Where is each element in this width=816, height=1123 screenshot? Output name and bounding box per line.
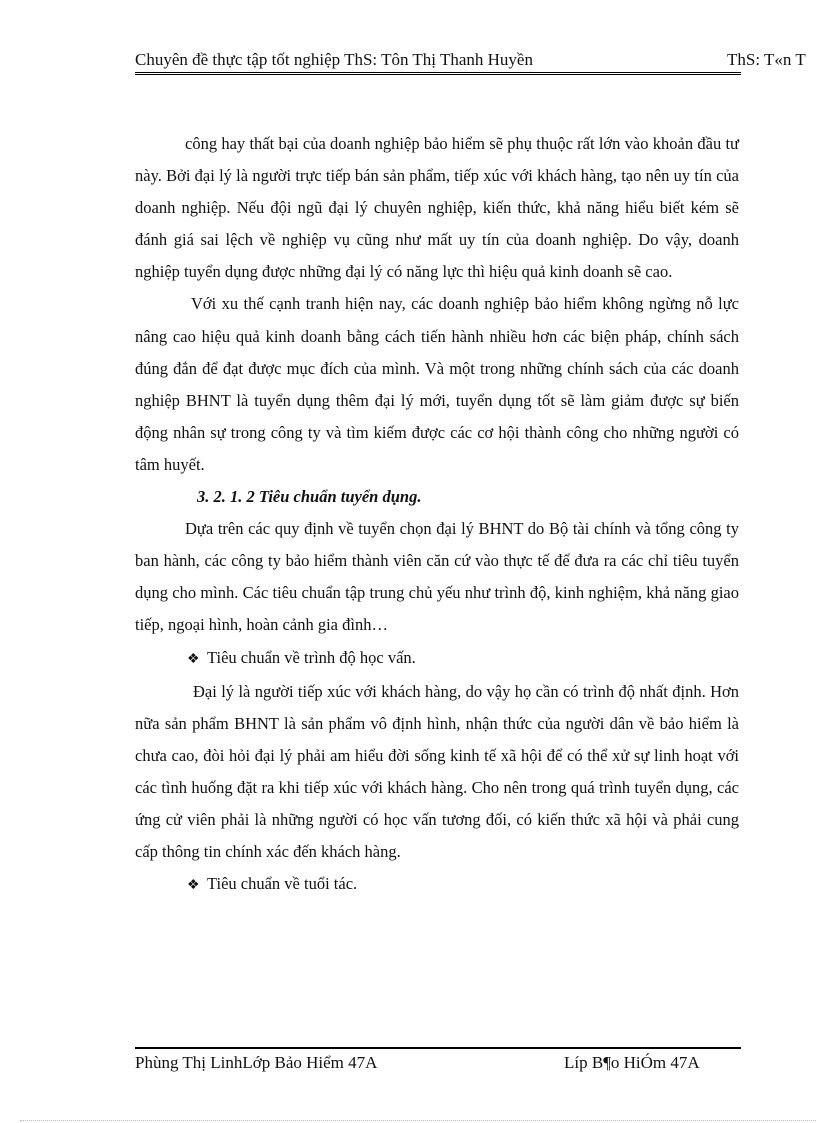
diamond-bullet-icon: ❖ — [187, 878, 200, 894]
header-left-text: Chuyên đề thực tập tốt nghiệp ThS: Tôn Thị Thanh Huyền — [135, 50, 533, 69]
footer-right-text: Líp B¶o HiÓm 47A — [564, 1053, 700, 1072]
document-body — [135, 128, 739, 902]
section-heading: 3. 2. 1. 2 Tiêu chuẩn tuyển dụng. — [197, 487, 422, 507]
footer-left-text: Phùng Thị LinhLớp Bảo Hiểm 47A — [135, 1053, 378, 1072]
paragraph-4: Đại lý là người tiếp xúc với khách hàng, do vậy họ cần có trình độ nhất định. Hơn nữa sản phẩm BHNT là sản phẩm vô định hình, nhận thức của người dân về bảo hiểm là chưa cao, đòi hỏi đại lý phải am hiểu đời sống kinh tế xã hội để có thể xử sự linh hoạt với các tình huống đặt ra khi tiếp xúc với khách hàng. Cho nên trong quá trình tuyển dụng, các ứng cử viên phải là những người có học vấn tương đối, có kiến thức xã hội và phải cung cấp thông tin chính xác đến khách hàng. — [135, 681, 739, 862]
footer-divider — [135, 1047, 741, 1049]
bullet-item-education — [135, 642, 739, 676]
header-divider — [135, 72, 741, 75]
paragraph-3: Dựa trên các quy định về tuyển chọn đại lý BHNT do Bộ tài chính và tổng công ty ban hành, các công ty bảo hiểm thành viên căn cứ vào thực tế để đưa ra các chỉ tiêu tuyển dụng cho mình. Các tiêu chuẩn tập trung chủ yếu như trình độ, kinh nghiệm, khả năng giao tiếp, ngoại hình, hoàn cảnh gia đình… — [135, 519, 739, 635]
bullet-education-text: Tiêu chuẩn về trình độ học vấn. — [207, 647, 416, 667]
bullet-item-age — [135, 868, 739, 902]
header-right-text: ThS: T«n T — [727, 50, 806, 69]
paragraph-1: công hay thất bại của doanh nghiệp bảo hiểm sẽ phụ thuộc rất lớn vào khoản đầu tư này. Bởi đại lý là người trực tiếp bán sản phẩm, tiếp xúc với khách hàng, tạo nên uy tín của doanh nghiệp. Nếu đội ngũ đại lý chuyên nghiệp, kiến thức, khả năng hiểu biết kém sẽ đánh giá sai lệch về nghiệp vụ cũng như mất uy tín của doanh nghiệp. Do vậy, doanh nghiệp tuyển dụng được những đại lý có năng lực thì hiệu quả kinh doanh sẽ cao. — [135, 134, 739, 282]
page-bottom-edge — [20, 1120, 816, 1121]
diamond-bullet-icon: ❖ — [187, 651, 200, 667]
bullet-age-text: Tiêu chuẩn về tuổi tác. — [207, 874, 358, 894]
page-header — [135, 48, 816, 74]
paragraph-2: Với xu thế cạnh tranh hiện nay, các doanh nghiệp bảo hiểm không ngừng nỗ lực nâng cao hiệu quả kinh doanh bằng cách tiến hành nhiều hơn các biện pháp, chính sách đúng đắn để đạt được mục đích của mình. Và một trong những chính sách của các doanh nghiệp BHNT là tuyển dụng thêm đại lý mới, tuyển dụng tốt sẽ làm giảm được sự biến động nhân sự trong công ty và tìm kiếm được các cơ hội thành công cho những người có tâm huyết. — [135, 294, 739, 474]
